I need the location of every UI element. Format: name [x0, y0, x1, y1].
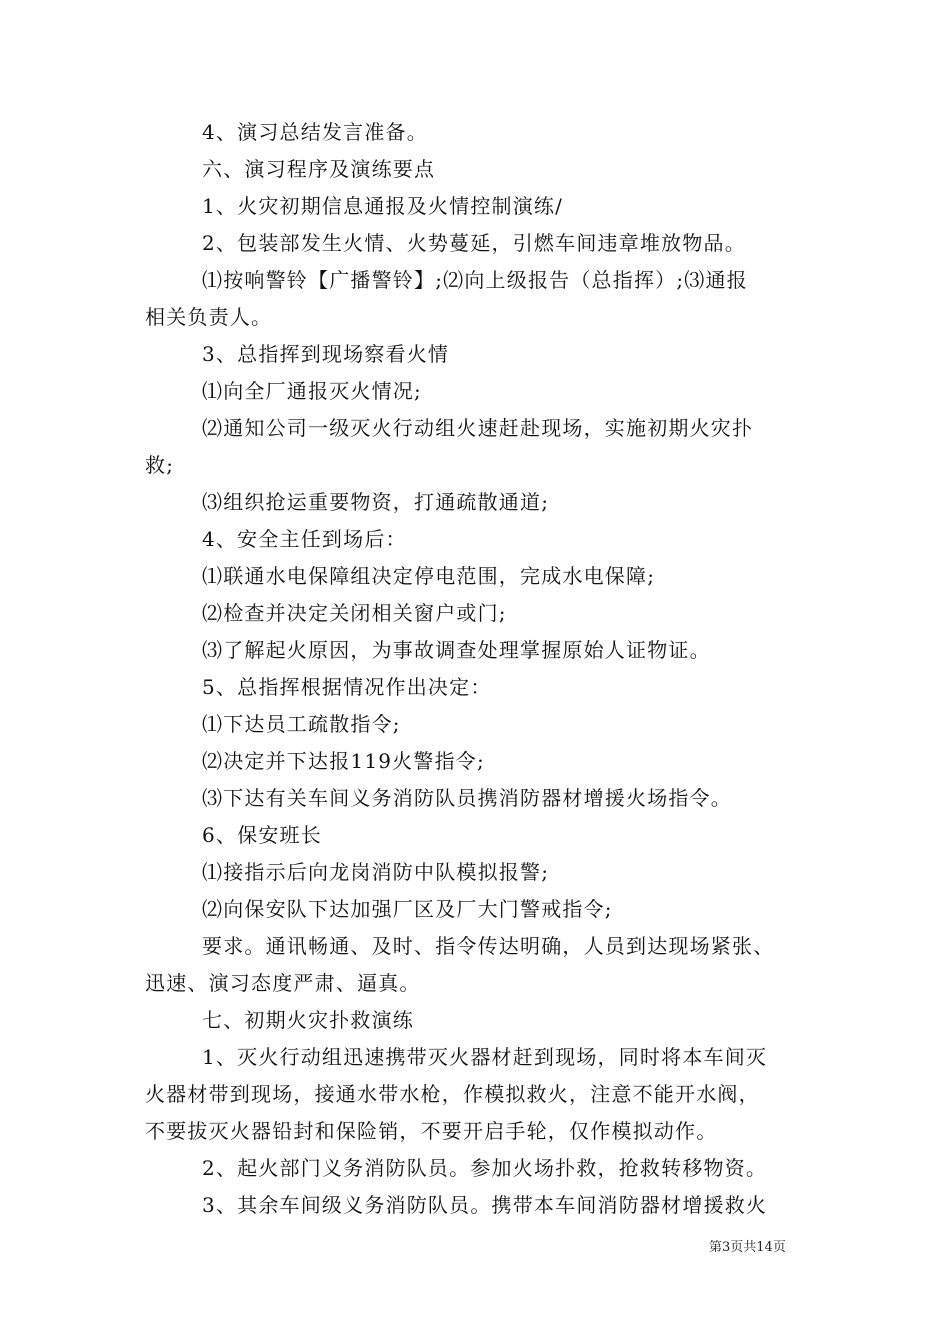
text-line: 5、总指挥根据情况作出决定：: [202, 675, 492, 699]
text-line: 1、灭火行动组迅速携带灭火器材赶到现场，同时将本车间灭: [202, 1045, 768, 1069]
section-heading: 七、初期火灾扑救演练: [202, 1008, 414, 1032]
text-line: 3、总指挥到现场察看火情: [202, 342, 450, 366]
text-line: 6、保安班长: [202, 823, 322, 847]
text-line: ⑵决定并下达报119火警指令;: [202, 749, 485, 773]
text-line: 4、安全主任到场后：: [202, 527, 407, 551]
text-line: 要求。通讯畅通、及时、指令传达明确，人员到达现场紧张、: [202, 934, 775, 958]
text-line: ⑴下达员工疏散指令;: [202, 712, 401, 736]
text-line: 救;: [145, 453, 175, 477]
section-heading: 六、演习程序及演练要点: [202, 157, 436, 181]
text-line: 火器材带到现场，接通水带水枪，作模拟救火，注意不能开水阀，: [145, 1082, 760, 1106]
text-line: 迅速、演习态度严肃、逼真。: [145, 971, 421, 995]
page-number-footer: 第3页共14页: [709, 1240, 786, 1255]
text-line: 4、演习总结发言准备。: [202, 120, 428, 144]
text-line: ⑶了解起火原因，为事故调查处理掌握原始人证物证。: [202, 638, 711, 662]
text-line: ⑴联通水电保障组决定停电范围，完成水电保障;: [202, 564, 656, 588]
text-line: ⑶下达有关车间义务消防队员携消防器材增援火场指令。: [202, 786, 732, 810]
text-line: ⑵向保安队下达加强厂区及厂大门警戒指令;: [202, 897, 613, 921]
text-line: ⑴按响警铃【广播警铃】;⑵向上级报告（总指挥）;⑶通报: [202, 268, 748, 292]
text-line: 2、起火部门义务消防队员。参加火场扑救，抢救转移物资。: [202, 1156, 768, 1180]
text-line: 相关负责人。: [145, 305, 273, 329]
text-line: 2、包装部发生火情、火势蔓延，引燃车间违章堆放物品。: [202, 231, 746, 255]
text-line: 3、其余车间级义务消防队员。携带本车间消防器材增援救火: [202, 1193, 768, 1217]
text-line: ⑵检查并决定关闭相关窗户或门;: [202, 601, 507, 625]
text-line: ⑵通知公司一级灭火行动组火速赶赴现场，实施初期火灾扑: [202, 416, 754, 440]
text-line: 1、火灾初期信息通报及火情控制演练/: [202, 194, 564, 218]
text-line: ⑴接指示后向龙岗消防中队模拟报警;: [202, 860, 550, 884]
text-line: ⑶组织抢运重要物资，打通疏散通道;: [202, 490, 550, 514]
text-line: 不要拔灭火器铅封和保险销，不要开启手轮，仅作模拟动作。: [145, 1119, 718, 1143]
text-line: ⑴向全厂通报灭火情况;: [202, 379, 422, 403]
